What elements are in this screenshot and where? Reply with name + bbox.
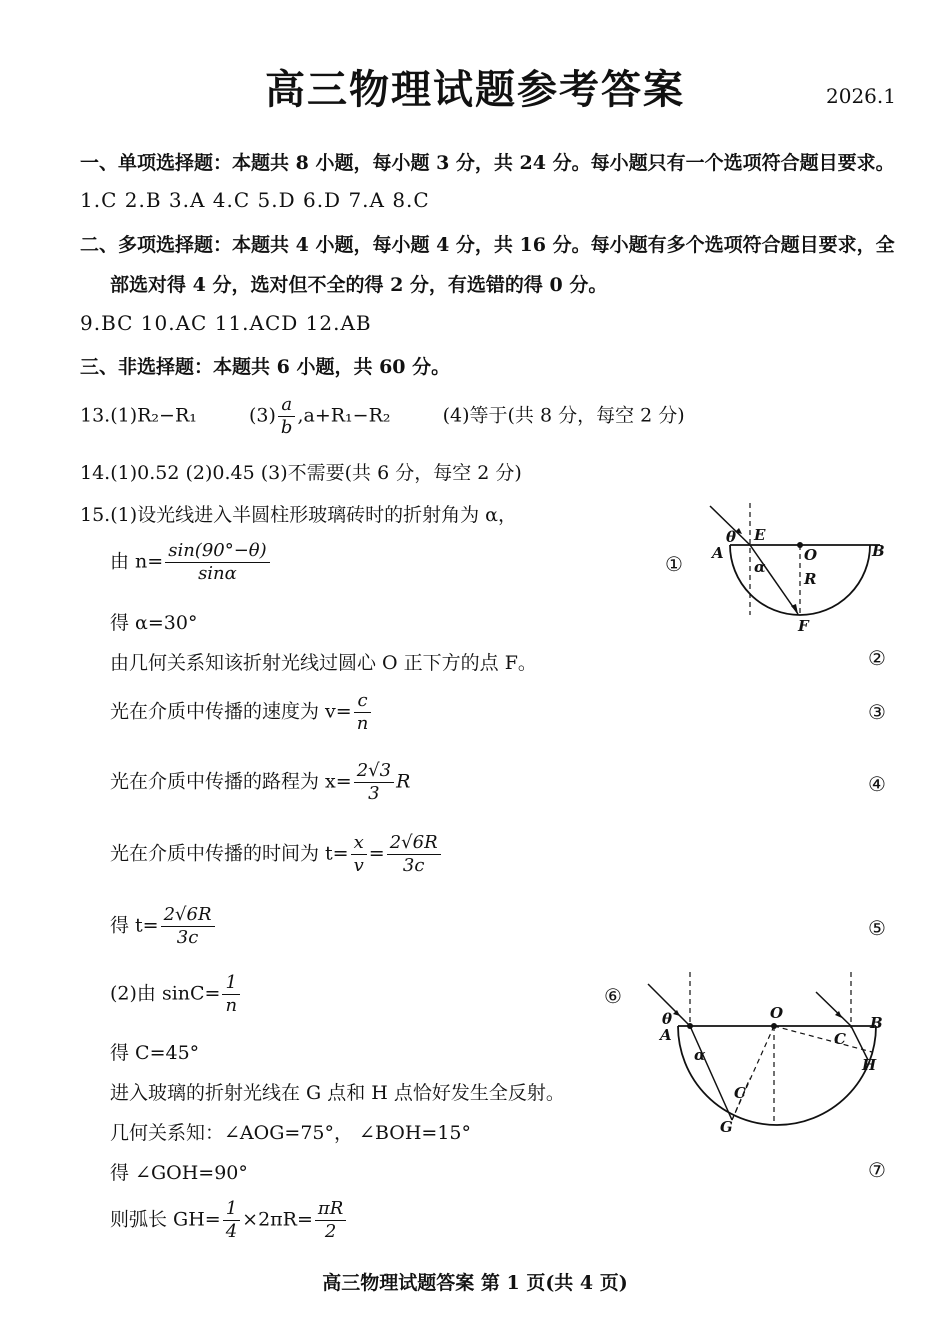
section2-heading-line2: 部选对得 4 分，选对但不全的得 2 分，有选错的得 0 分。 (110, 274, 608, 296)
q15-l5-den: 3 (368, 783, 380, 804)
q15-l8-den: n (225, 995, 238, 1016)
section1-heading: 一、单项选择题：本题共 8 小题，每小题 3 分，共 24 分。每小题只有一个选项符合题目要求。 (80, 152, 895, 174)
q15-l7-num: 2√6R (161, 904, 215, 927)
section3-heading: 三、非选择题：本题共 6 小题，共 60 分。 (80, 356, 451, 378)
marker-4: ④ (868, 772, 886, 796)
q15-intro: 15.(1)设光线进入半圆柱形玻璃砖时的折射角为 α， (80, 504, 518, 526)
diagram1-label-R: R (804, 570, 817, 588)
q15-l6-fraction1 (351, 832, 367, 877)
q13-part3-prefix: (3) (249, 404, 276, 427)
diagram1-label-A: A (712, 544, 724, 562)
q15-line3: 由几何关系知该折射光线过圆心 O 正下方的点 F。 (110, 652, 537, 674)
diagram1-label-theta: θ (726, 528, 737, 546)
diagram2-label-C-left: C (734, 1084, 746, 1102)
page-footer: 高三物理试题答案 第 1 页(共 4 页) (322, 1272, 628, 1294)
diagram2-label-A: A (660, 1026, 672, 1044)
q15-l13-fraction1 (223, 1198, 240, 1243)
q15-l7-prefix: 得 t= (110, 914, 159, 937)
q14-answer: 14.(1)0.52 (2)0.45 (3)不需要(共 6 分，每空 2 分) (80, 462, 522, 484)
diagram1-refracted-ray (750, 545, 798, 614)
q15-l13-num1: 1 (223, 1198, 240, 1221)
diagram2-label-alpha: α (694, 1046, 706, 1064)
diagram2-label-C-right: C (834, 1030, 846, 1048)
q15-l6-eq: = (368, 842, 385, 865)
q15-line5 (110, 760, 410, 805)
q13-part1: 13.(1)R₂−R₁ (80, 404, 197, 427)
q15-line1 (110, 540, 272, 585)
q15-l1-num: sin(90°−θ) (165, 540, 269, 563)
section1-answers: 1.C 2.B 3.A 4.C 5.D 6.D 7.A 8.C (80, 188, 430, 212)
q15-l13-den1: 4 (225, 1221, 238, 1242)
diagram2-label-theta: θ (662, 1010, 673, 1028)
diagram1-center-point (797, 542, 803, 548)
marker-2: ② (868, 646, 886, 670)
q15-line10: 进入玻璃的折射光线在 G 点和 H 点恰好发生全反射。 (110, 1082, 565, 1104)
page-title: 高三物理试题参考答案 (265, 66, 685, 113)
diagram2-refracted-ray-left (690, 1026, 732, 1120)
diagram2-radius-OG (732, 1026, 774, 1120)
q15-l6-num2: 2√6R (387, 832, 441, 855)
marker-3: ③ (868, 700, 886, 724)
diagram2-refracted-ray-right (851, 1026, 868, 1060)
diagram2-label-B: B (870, 1014, 883, 1032)
q13-fraction (278, 394, 296, 439)
marker-6: ⑥ (604, 984, 622, 1008)
q15-line4 (110, 690, 373, 735)
q15-line8 (110, 972, 242, 1017)
diagram1-label-alpha: α (754, 558, 766, 576)
q15-line6 (110, 832, 443, 877)
exam-date: 2026.1 (826, 84, 896, 108)
q15-l4-den: n (356, 713, 369, 734)
q15-l5-suffix: R (396, 770, 411, 793)
marker-1: ① (665, 552, 683, 576)
q15-line2: 得 α=30° (110, 612, 198, 634)
q15-l1-den: sinα (198, 563, 237, 584)
q15-l8-num: 1 (222, 972, 240, 995)
q15-l5-prefix: 光在介质中传播的路程为 x= (110, 770, 352, 793)
marker-5: ⑤ (868, 916, 886, 940)
q15-l8-prefix: (2)由 sinC= (110, 982, 221, 1005)
q15-line11: 几何关系知：∠AOG=75°， ∠BOH=15° (110, 1122, 472, 1144)
marker-7: ⑦ (868, 1158, 886, 1182)
q13-answer (80, 394, 685, 439)
q13-frac-den: b (280, 417, 293, 438)
q15-l13-fraction2 (315, 1198, 346, 1243)
q15-l13-mid: ×2πR= (242, 1208, 313, 1231)
q15-l13-prefix: 则弧长 GH= (110, 1208, 221, 1231)
diagram2-label-G: G (720, 1118, 733, 1136)
diagram-1 (700, 498, 900, 638)
section2-answers: 9.BC 10.AC 11.ACD 12.AB (80, 311, 372, 335)
q15-l5-fraction (354, 760, 394, 805)
q15-l1-prefix: 由 n= (110, 550, 164, 573)
diagram2-center-point (771, 1023, 777, 1029)
diagram2-point-entry (687, 1023, 693, 1029)
diagram1-label-O: O (804, 546, 818, 564)
diagram2-arc (678, 1026, 876, 1125)
diagram2-label-H: H (862, 1056, 877, 1074)
q15-l13-num2: πR (315, 1198, 346, 1221)
q15-l4-num: c (354, 690, 372, 713)
q15-l7-fraction (161, 904, 215, 949)
q15-l13-den2: 2 (324, 1221, 337, 1242)
q15-l4-prefix: 光在介质中传播的速度为 v= (110, 700, 352, 723)
diagram1-label-B: B (872, 542, 885, 560)
q15-l8-fraction (222, 972, 240, 1017)
diagram-2 (640, 968, 890, 1138)
diagram1-label-F: F (798, 617, 809, 635)
q15-line9: 得 C=45° (110, 1042, 200, 1064)
q15-l6-den2: 3c (402, 855, 425, 876)
diagram1-label-E: E (754, 526, 766, 544)
q13-part4: (4)等于(共 8 分，每空 2 分) (442, 404, 685, 427)
q15-line12: 得 ∠GOH=90° (110, 1162, 248, 1184)
q15-l5-num: 2√3 (354, 760, 394, 783)
diagram2-incident-ray-right (816, 992, 851, 1026)
q15-line7 (110, 904, 217, 949)
q15-l1-fraction (165, 540, 269, 585)
q15-l6-prefix: 光在介质中传播的时间为 t= (110, 842, 349, 865)
diagram2-label-O: O (770, 1004, 784, 1022)
q15-line13 (110, 1198, 348, 1243)
q15-l6-num1: x (351, 832, 367, 855)
q13-part3-rest: ,a+R₁−R₂ (297, 404, 391, 427)
q15-l6-fraction2 (387, 832, 441, 877)
q15-l7-den: 3c (176, 927, 199, 948)
q13-frac-num: a (278, 394, 296, 417)
q15-l6-den1: v (353, 855, 364, 876)
q15-l4-fraction (354, 690, 372, 735)
section2-heading-line1: 二、多项选择题：本题共 4 小题，每小题 4 分，共 16 分。每小题有多个选项符合题目要求，全 (80, 234, 895, 256)
